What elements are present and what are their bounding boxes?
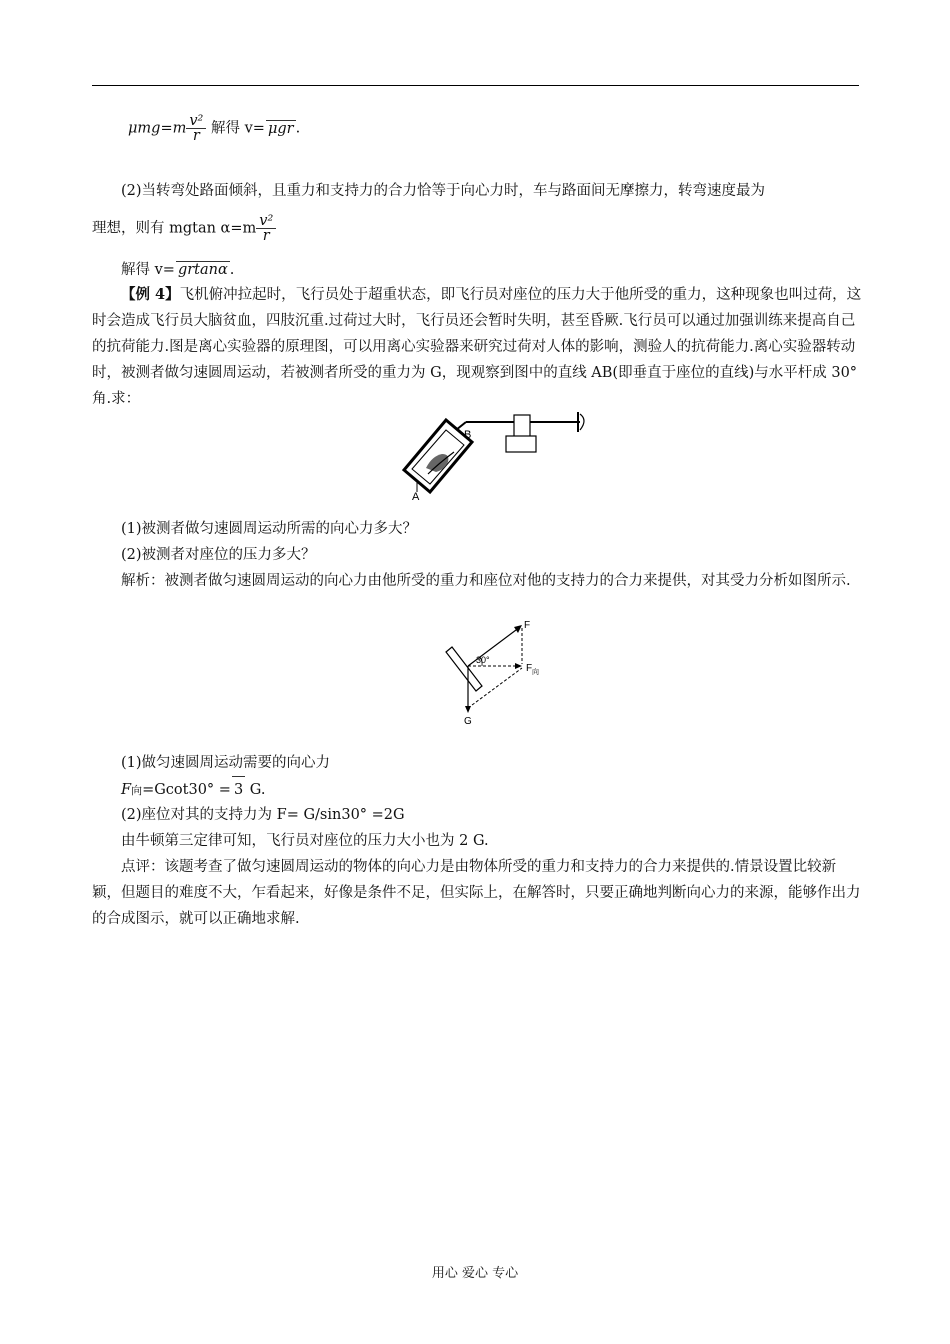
- question-2: (2)被测者对座位的压力多大？: [121, 547, 316, 563]
- eq3-solve: 解得 v=: [121, 262, 175, 278]
- analysis-paragraph: 解析：被测者做匀速圆周运动的向心力由他所受的重力和座位对他的支持力的合力来提供，对其受力分析如图所示.: [121, 573, 851, 589]
- eq2-denominator: r: [262, 228, 270, 244]
- label-fn: F: [526, 663, 533, 674]
- s1-mid: =Gcot30° =: [142, 782, 231, 798]
- s1-f: F: [121, 782, 132, 798]
- solution-3: 由牛顿第三定律可知，飞行员对座位的压力大小也为 2 G.: [121, 833, 489, 849]
- eq1-denominator: r: [192, 128, 200, 144]
- para2-line2-text: 理想，则有 mgtan α=m: [92, 220, 257, 237]
- centrifuge-figure: [398, 412, 588, 502]
- force-diagram: [438, 614, 558, 726]
- equation-1: [128, 114, 300, 143]
- eq2-fraction: [256, 214, 276, 243]
- s1-sub: 向: [131, 784, 143, 797]
- solution-1-equation: [121, 776, 265, 804]
- label-angle: 30°: [476, 655, 490, 665]
- eq1-solve: 解得 v=: [210, 120, 265, 137]
- eq1-lhs: μmg=m: [128, 120, 187, 137]
- eq1-end: .: [295, 120, 301, 137]
- seat-box: [404, 420, 472, 492]
- example4-tag: 【例 4】: [121, 286, 180, 303]
- label-g: G: [464, 716, 472, 726]
- solution-2: (2)座位对其的支持力为 F= G/sin30° =2G: [121, 807, 405, 823]
- eq3-root: grtanα: [177, 262, 228, 278]
- question-1: (1)被测者做匀速圆周运动所需的向心力多大？: [121, 521, 418, 537]
- label-fn-sub: 向: [532, 669, 539, 676]
- label-f: F: [524, 620, 531, 631]
- example4-paragraph: [92, 282, 862, 412]
- equation-3: [121, 258, 234, 279]
- eq1-root: μgr: [267, 120, 294, 137]
- solution-1: (1)做匀速圆周运动需要的向心力: [121, 755, 331, 771]
- header-rule: [92, 85, 859, 86]
- para2-line2: [92, 214, 276, 243]
- label-a: A: [412, 491, 420, 502]
- eq3-end: .: [229, 262, 235, 278]
- eq1-numerator: v²: [186, 114, 206, 129]
- comment-paragraph: 点评：该题考查了做匀速圆周运动的物体的向心力是由物体所受的重力和支持力的合力来提供的.情景设置比较新颖，但题目的难度不大，乍看起来，好像是条件不足，但实际上，在解答时，只要正确地判断向心力的来源，能够作出力的合成图示，就可以正确地求解.: [92, 859, 861, 927]
- label-b: B: [464, 429, 472, 441]
- s1-end: G.: [245, 782, 266, 798]
- eq1-fraction: [186, 114, 206, 143]
- s1-root: 3: [232, 776, 245, 803]
- eq2-numerator: v²: [256, 214, 276, 229]
- para2-line1: (2)当转弯处路面倾斜，且重力和支持力的合力恰等于向心力时，车与路面间无摩擦力，转弯速度最为: [121, 183, 766, 199]
- seat-plank: [446, 647, 482, 691]
- page-footer: 用心 爱心 专心: [431, 1266, 519, 1281]
- example4-text: 飞机俯冲拉起时，飞行员处于超重状态，即飞行员对座位的压力大于他所受的重力，这种现象也叫过荷，这时会造成飞行员大脑贫血，四肢沉重.过荷过大时，飞行员还会暂时失明，甚至昏厥.飞行员可以通过加强训练来提高自己的抗荷能力.图是离心实验器的原理图，可以用离心实验器来研究过荷对人体的影响，测验人的抗荷能力.离心实验器转动时，被测者做匀速圆周运动，若被测者所受的重力为 G，现观察到图中的直线 AB(即垂直于座位的直线)与水平杆成 30° 角.求：: [92, 287, 862, 407]
